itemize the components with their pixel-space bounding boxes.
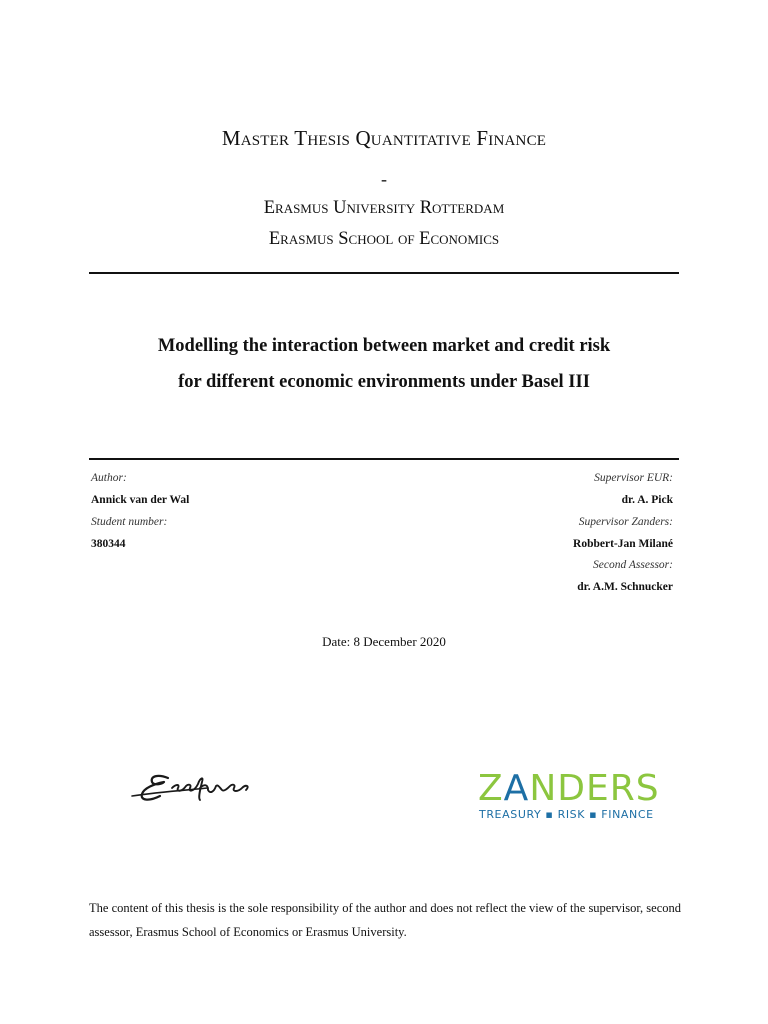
second-assessor-name: dr. A.M. Schnucker (577, 581, 673, 593)
second-assessor-label: Second Assessor: (593, 559, 673, 571)
school-name: Erasmus School of Economics (268, 229, 500, 249)
supervisor-eur-label: Supervisor EUR: (594, 472, 673, 484)
responsibility-disclaimer: The content of this thesis is the sole responsibility of the author and does not reflect the view of the supervisor, second assessor, Erasmus School of Economics or Erasmus University. (89, 901, 681, 939)
zanders-tagline: TREASURY ▪ RISK ▪ FINANCE (479, 808, 654, 821)
zanders-word-a: A (503, 768, 530, 809)
supervisor-eur-name: dr. A. Pick (621, 494, 673, 506)
zanders-wordmark (478, 770, 660, 808)
author-name: Annick van der Wal (91, 494, 190, 506)
middle-divider (89, 458, 679, 460)
author-label: Author: (91, 472, 127, 484)
student-number: 380344 (91, 538, 126, 550)
university-name: Erasmus University Rotterdam (263, 198, 505, 218)
zanders-word-rest: NDERS (529, 768, 660, 809)
thesis-title-line-1: Modelling the interaction between market and credit risk (157, 336, 611, 356)
heading-separator: - (381, 169, 387, 189)
submission-date: Date: 8 December 2020 (322, 634, 446, 649)
supervisor-zanders-name: Robbert-Jan Milané (573, 538, 673, 550)
supervisor-zanders-label: Supervisor Zanders: (578, 516, 673, 528)
top-divider (89, 272, 679, 274)
thesis-title-line-2: for different economic environments under Basel III (178, 372, 590, 392)
thesis-type-heading: Master Thesis Quantitative Finance (221, 126, 547, 150)
zanders-word-start: Z (478, 768, 504, 809)
zanders-logo (478, 770, 670, 822)
erasmus-logo (128, 770, 268, 810)
student-number-label: Student number: (91, 516, 168, 528)
